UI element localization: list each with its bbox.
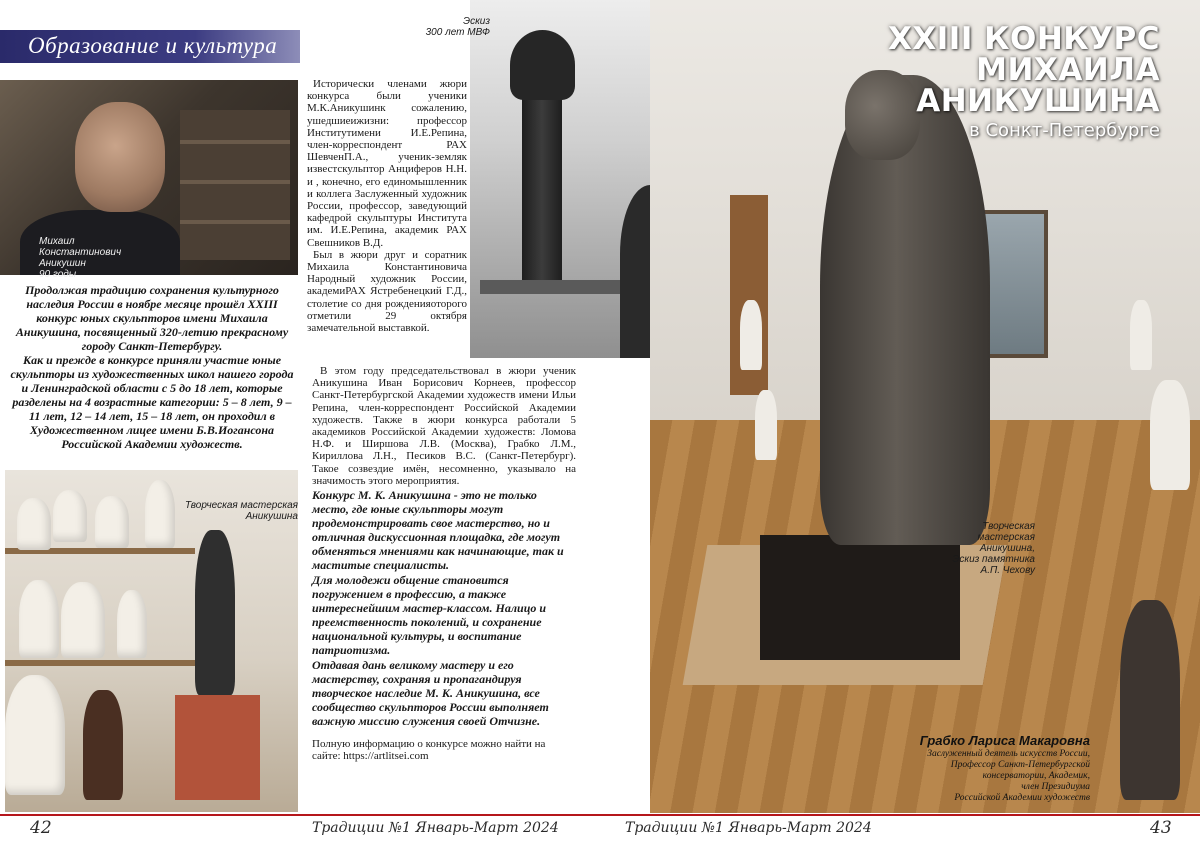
- caption-line: Аникушина,: [979, 543, 1035, 554]
- author-signature: [840, 733, 1090, 804]
- sketch-caption: [400, 16, 490, 38]
- pushkin-statue: [195, 530, 235, 695]
- article-title: [860, 21, 1160, 143]
- title-line: МИХАИЛА: [976, 52, 1160, 88]
- small-statue: [1150, 380, 1190, 490]
- info-link-text: Полную информацию о конкурсе можно найти на сайте: https://artlitsei.com: [312, 738, 546, 763]
- page-number-left: 42: [30, 818, 52, 838]
- role-line: член Президиума: [1021, 782, 1090, 792]
- chekhov-caption: [935, 521, 1035, 576]
- studio-shelf: [180, 110, 290, 260]
- section-title: Образование и культура: [28, 33, 278, 58]
- role-line: Заслуженный деятель искусств России,: [927, 749, 1090, 759]
- small-statue: [1130, 300, 1152, 370]
- caption-line: Аникушина: [245, 511, 298, 522]
- role-line: Профессор Санкт-Петербургской: [950, 760, 1090, 770]
- body-paragraph: В этом году председательствовал в жюри ученик Аникушина Иван Борисович Корнеев, профессор Санкт-Петербургской Академии художеств имени Ильи Репина, член-корреспондент Российской Академии художеств. Также в жюри конкурса работали 5 академиков Российской Академии художеств: Ломова Н.Ф. и Ширшова Л.В. (Москва), Грабко Л.М., Кириллова Л.Н., Песиков В.С. (Санкт-Петербург). Такое созвездие имён, несомненно, указывало на значимость этого мероприятия.: [312, 365, 576, 487]
- main-text-column: [312, 365, 576, 762]
- dark-statue: [1120, 600, 1180, 800]
- sculpture: [5, 675, 65, 795]
- page-number-right: 43: [1150, 818, 1172, 838]
- title-line: АНИКУШИНА: [916, 83, 1160, 119]
- pedestal: [175, 695, 260, 800]
- emphasis-paragraph: Для молодежи общение становится погружением в профессию, а также интереснейшим мастер-классом. Налицо и преемственность поколений, и сохранение национальной культуры, и воспитание патриотизма.: [312, 573, 547, 658]
- workbench: [480, 280, 620, 294]
- author-name: Грабко Лариса Макаровна: [919, 733, 1090, 748]
- jury-history-column: [307, 78, 467, 334]
- footer-issue-left: Традиции №1 Январь-Март 2024: [312, 820, 559, 836]
- portrait-caption: [39, 236, 149, 280]
- studio-left-caption: [168, 500, 298, 522]
- title-line: XXIII КОНКУРС: [887, 21, 1160, 57]
- face-shape: [75, 102, 165, 212]
- small-statue: [755, 390, 777, 460]
- caption-line: 300 лет МВФ: [425, 27, 490, 38]
- caption-line: 90 годы: [39, 269, 77, 280]
- bust: [95, 496, 129, 548]
- emphasis-paragraph: Конкурс М. К. Аникушина - это не только место, где юные скульпторы могут продемонстрировать свое мастерство, но и отличная дискуссионная площадка, где могут обменяться мнениями как начинающие, так и маститые специалисты.: [312, 488, 564, 573]
- caption-line: Эскиз: [463, 16, 490, 27]
- intro-text: [6, 283, 298, 451]
- emphasis-paragraph: Отдавая дань великому мастеру и его мастерству, сохраняя и пропагандируя творческое наследие М. К. Аникушина, все сообщество скульпторов России выполняет важную миссию служения своей Отчизне.: [312, 658, 549, 729]
- intro-paragraph: Продолжая традицию сохранения культурного наследия России в ноябре месяце прошёл XXIII конкурс юных скульпторов имени Михаила Аникушина, посвященный 320-летию прекрасному городу Санкт-Петербургу.: [15, 283, 289, 353]
- role-line: Российской Академии художеств: [954, 793, 1090, 803]
- footer-issue-right: Традиции №1 Январь-Март 2024: [625, 820, 872, 836]
- role-line: консерватории, Академик,: [982, 771, 1090, 781]
- bronze-statue: [83, 690, 123, 800]
- bust: [117, 590, 147, 658]
- caption-line: Эскиз памятника: [952, 554, 1035, 565]
- caption-line: Аникушин: [39, 258, 86, 269]
- caption-line: Михаил: [39, 236, 75, 247]
- caption-line: А.П. Чехову: [980, 565, 1035, 576]
- statue-base: [760, 535, 960, 660]
- bust: [53, 490, 87, 542]
- shelf: [5, 660, 195, 666]
- body-paragraph: Был в жюри друг и соратник Михаила Константиновича Народный художник России, академиРАХ Ястребенецкий Г.Д., столетие со дня рожденияоторого отметили 29 октября замечательной выставкой.: [307, 248, 467, 335]
- caption-line: Творческая мастерская: [185, 500, 298, 511]
- caption-line: Творческая мастерская: [977, 521, 1035, 543]
- bust: [61, 582, 105, 658]
- bust: [19, 580, 59, 658]
- monument-figure: [510, 30, 575, 100]
- small-statue: [740, 300, 762, 370]
- intro-paragraph: Как и прежде в конкурсе приняли участие юные скульпторы из художественных школ нашего города и Ленинградской области с 5 до 18 лет, которые разделены на 4 возрастные категории: 5 – 8 лет, 9 – 11 лет, 12 – 14 лет, 15 – 18 лет, он проходил в Художественном лицее имени Б.В.Иогансона Российской Академии художеств.: [10, 353, 294, 451]
- body-paragraph: Исторически членами жюри конкурса были ученики М.К.Аникушинк сожалению, ушедшиеижизни: профессор Институтимени И.Е.Репина, член-корреспондент РАХ ШевченП.А., ученик-земляк известскульптор Анциферов Н.Н. и , конечно, его единомышленник и коллега Заслуженный художник России, профессор, заведующий кафедрой скульптуры Института им. И.Е.Репина, академик РАХ Свешников В.Д.: [307, 78, 467, 249]
- bust: [17, 498, 51, 550]
- author-role: [840, 749, 1090, 804]
- caption-line: Константинович: [39, 247, 122, 258]
- title-subline: в Сонкт-Петербурге: [969, 120, 1160, 141]
- footer-divider: [0, 814, 1200, 816]
